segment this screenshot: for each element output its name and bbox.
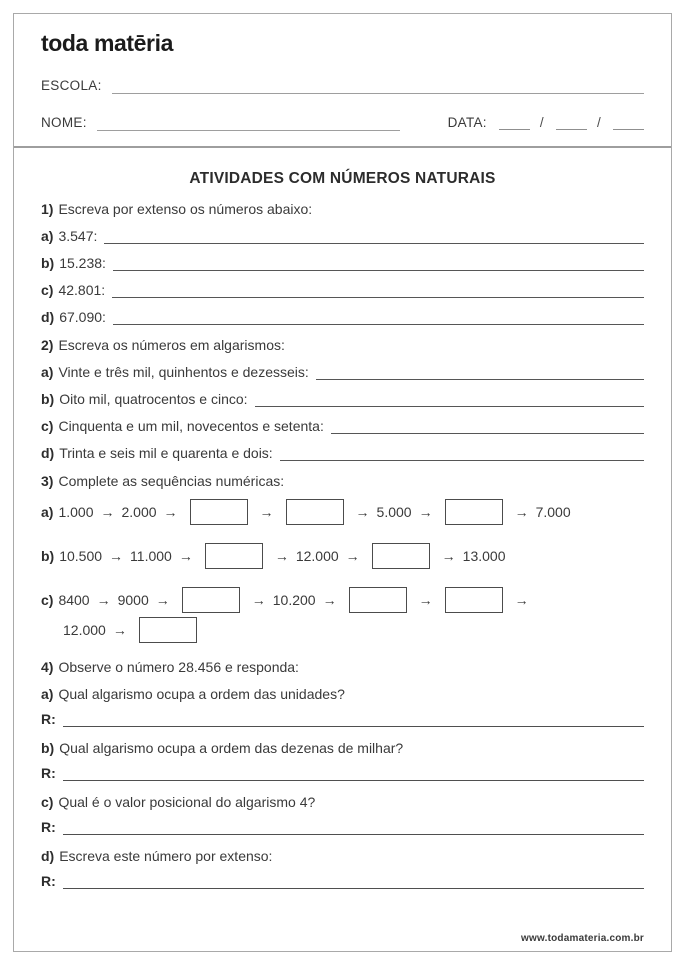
question-line — [41, 686, 644, 702]
answer-row — [41, 810, 644, 835]
item-letter: c) — [41, 418, 54, 434]
arrow-icon: → — [251, 592, 266, 608]
item-letter: b) — [41, 391, 55, 407]
question-3-heading — [41, 473, 644, 489]
sequence-number: 12.000 — [63, 622, 106, 638]
answer-prefix: R: — [41, 873, 56, 889]
question-item — [41, 686, 644, 727]
arrow-icon: → — [355, 504, 370, 520]
question-prompt: Escreva os números em algarismos: — [58, 337, 285, 353]
item-letter: a) — [41, 686, 54, 702]
question-text: Escreva este número por extenso: — [59, 848, 273, 864]
question-item — [41, 848, 644, 889]
date-day-line[interactable] — [499, 127, 530, 130]
answer-row — [41, 353, 644, 380]
sequence-number: 7.000 — [535, 504, 571, 520]
answer-row — [41, 380, 644, 407]
answer-row — [41, 407, 644, 434]
answer-line[interactable] — [63, 886, 644, 889]
item-label: 3.547: — [58, 228, 98, 244]
nome-label: NOME: — [41, 115, 87, 130]
question-text: Qual algarismo ocupa a ordem das unidades? — [58, 686, 345, 702]
escola-input-line[interactable] — [112, 91, 644, 94]
arrow-icon: → — [274, 548, 289, 564]
nome-input-line[interactable] — [97, 128, 400, 131]
item-letter: d) — [41, 848, 55, 864]
item-label: Vinte e três mil, quinhentos e dezesseis: — [58, 364, 309, 380]
answer-row — [41, 702, 644, 727]
sequence-tokens — [58, 587, 535, 613]
arrow-icon: → — [259, 504, 274, 520]
item-label: 67.090: — [59, 309, 106, 325]
item-label: 15.238: — [59, 255, 106, 271]
date-month-line[interactable] — [556, 127, 587, 130]
arrow-icon: → — [322, 592, 337, 608]
item-letter: a) — [41, 364, 54, 380]
sequence-tokens — [63, 617, 202, 643]
answer-box[interactable] — [349, 587, 407, 613]
answer-line[interactable] — [63, 778, 644, 781]
answer-line[interactable] — [280, 458, 644, 461]
arrow-icon: → — [163, 504, 178, 520]
answer-box[interactable] — [372, 543, 430, 569]
answer-prefix: R: — [41, 711, 56, 727]
answer-box[interactable] — [205, 543, 263, 569]
question-2-heading — [41, 337, 644, 353]
sequence-number: 12.000 — [295, 548, 339, 564]
item-label: Trinta e seis mil e quarenta e dois: — [59, 445, 273, 461]
worksheet-body — [14, 170, 671, 889]
question-item — [41, 794, 644, 835]
sequence-number: 8400 — [58, 592, 90, 608]
sequence-number: 11.000 — [130, 548, 172, 564]
item-letter: c) — [41, 282, 54, 298]
sequence-row — [41, 542, 644, 570]
sequence-row — [41, 498, 644, 526]
arrow-icon: → — [155, 592, 170, 608]
answer-line[interactable] — [63, 832, 644, 835]
question-item — [41, 740, 644, 781]
arrow-icon: → — [100, 504, 115, 520]
sequence-number: 10.500 — [59, 548, 103, 564]
arrow-icon: → — [96, 592, 111, 608]
answer-box[interactable] — [182, 587, 240, 613]
question-text: Qual é o valor posicional do algarismo 4? — [58, 794, 316, 810]
item-letter: d) — [41, 445, 55, 461]
answer-line[interactable] — [113, 268, 644, 271]
arrow-icon: → — [514, 592, 529, 608]
page-header — [14, 14, 671, 131]
date-slash: / — [539, 115, 544, 130]
worksheet-title: ATIVIDADES COM NÚMEROS NATURAIS — [189, 170, 496, 187]
page-border-frame — [13, 13, 672, 952]
arrow-icon: → — [514, 504, 529, 520]
item-letter: c) — [41, 794, 54, 810]
question-number: 2) — [41, 337, 54, 353]
question-4-heading — [41, 659, 644, 675]
item-letter: a) — [41, 228, 54, 244]
item-label: 42.801: — [58, 282, 106, 298]
header-divider — [14, 146, 671, 148]
answer-row — [41, 864, 644, 889]
arrow-icon: → — [345, 548, 360, 564]
question-line — [41, 740, 644, 756]
question-prompt: Escreva por extenso os números abaixo: — [58, 201, 313, 217]
sequence-number: 13.000 — [462, 548, 506, 564]
item-letter: d) — [41, 309, 55, 325]
answer-box[interactable] — [445, 587, 503, 613]
question-number: 3) — [41, 473, 54, 489]
sequence-row — [41, 586, 644, 614]
answer-row — [41, 271, 644, 298]
date-year-line[interactable] — [613, 127, 644, 130]
sequence-tokens — [59, 543, 505, 569]
answer-row — [41, 217, 644, 244]
question-prompt: Observe o número 28.456 e responda: — [58, 659, 299, 675]
arrow-icon: → — [178, 548, 193, 564]
question-1-heading — [41, 201, 644, 217]
sequence-tokens — [58, 499, 570, 525]
date-slash: / — [596, 115, 601, 130]
answer-row — [41, 298, 644, 325]
answer-line[interactable] — [316, 377, 644, 380]
answer-line[interactable] — [63, 724, 644, 727]
question-line — [41, 794, 644, 810]
question-number: 4) — [41, 659, 54, 675]
site-url: www.todamateria.com.br — [521, 933, 644, 944]
item-label: Oito mil, quatrocentos e cinco: — [59, 391, 248, 407]
escola-label: ESCOLA: — [41, 78, 102, 93]
item-letter: a) — [41, 504, 54, 520]
date-group — [448, 115, 644, 131]
sequence-number: 10.200 — [272, 592, 316, 608]
question-number: 1) — [41, 201, 54, 217]
answer-box[interactable] — [190, 499, 248, 525]
answer-row — [41, 244, 644, 271]
answer-prefix: R: — [41, 819, 56, 835]
arrow-icon: → — [109, 548, 124, 564]
answer-prefix: R: — [41, 765, 56, 781]
question-prompt: Complete as sequências numéricas: — [58, 473, 285, 489]
answer-line[interactable] — [112, 295, 644, 298]
item-letter: b) — [41, 255, 55, 271]
question-text: Qual algarismo ocupa a ordem das dezenas de milhar? — [59, 740, 404, 756]
item-letter: b) — [41, 740, 55, 756]
data-label: DATA: — [447, 115, 487, 130]
sequence-number: 5.000 — [376, 504, 412, 520]
answer-line[interactable] — [255, 404, 644, 407]
answer-box[interactable] — [286, 499, 344, 525]
sequence-number: 9000 — [117, 592, 149, 608]
answer-line[interactable] — [113, 322, 644, 325]
item-letter: c) — [41, 592, 54, 608]
sequence-number: 1.000 — [58, 504, 94, 520]
answer-line[interactable] — [104, 241, 644, 244]
question-line — [41, 848, 644, 864]
answer-row — [41, 434, 644, 461]
escola-field-row — [41, 78, 644, 94]
arrow-icon: → — [112, 622, 127, 638]
arrow-icon: → — [418, 504, 433, 520]
item-letter: b) — [41, 548, 55, 564]
answer-box[interactable] — [139, 617, 197, 643]
item-label: Cinquenta e um mil, novecentos e setenta: — [58, 418, 324, 434]
sequence-number: 2.000 — [121, 504, 157, 520]
arrow-icon: → — [418, 592, 433, 608]
toda-materia-logo: toda matēria — [41, 30, 173, 56]
arrow-icon: → — [441, 548, 456, 564]
nome-field-row — [41, 115, 644, 131]
answer-line[interactable] — [331, 431, 644, 434]
answer-box[interactable] — [445, 499, 503, 525]
sequence-row-continuation — [41, 616, 644, 644]
answer-row — [41, 756, 644, 781]
